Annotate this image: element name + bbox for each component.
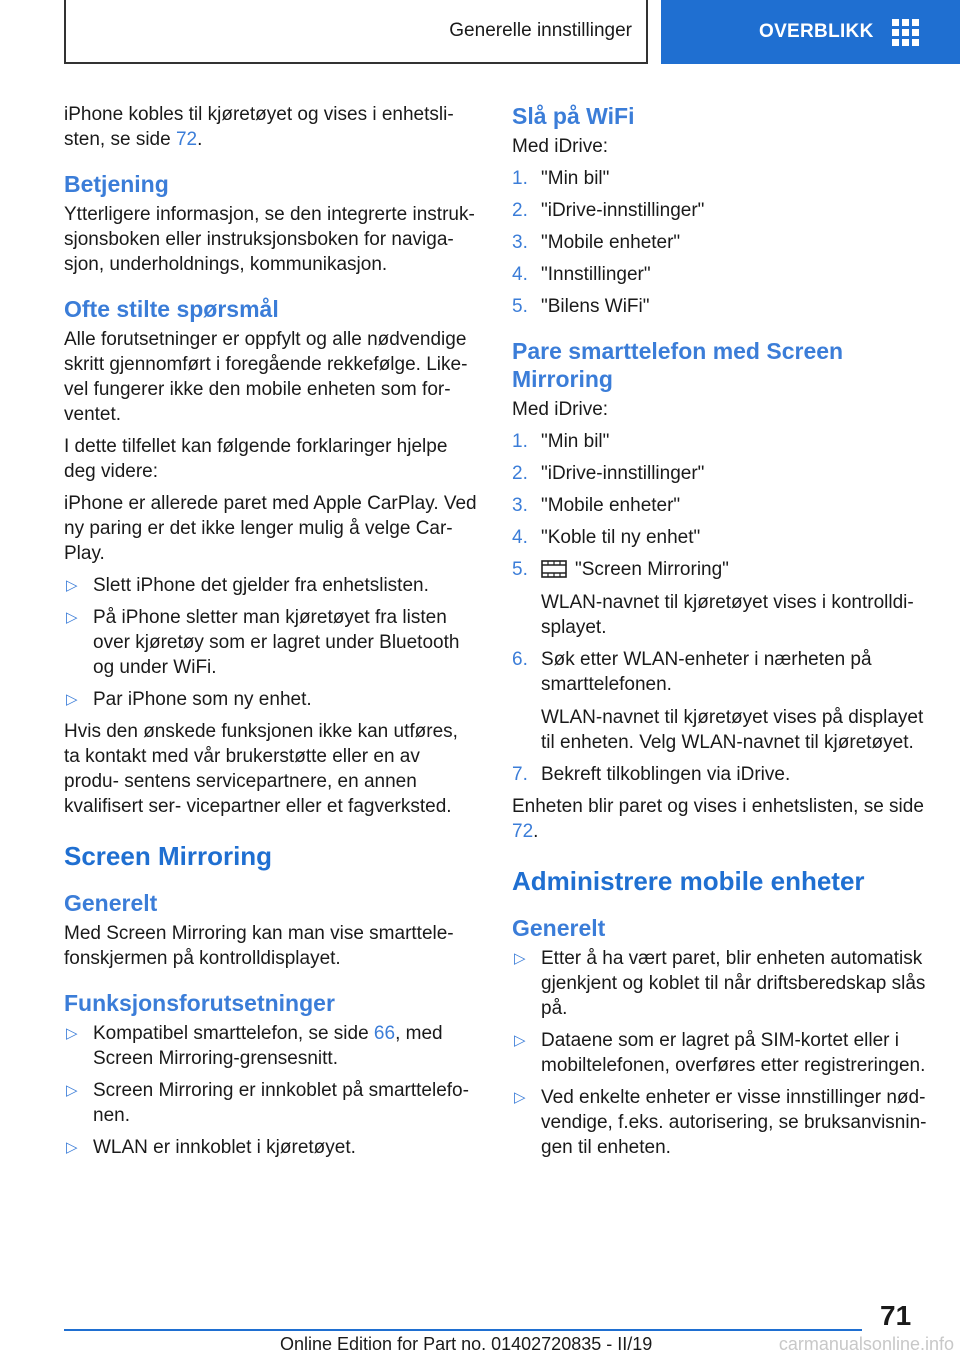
list-item: ▷ WLAN er innkoblet i kjøretøyet. (64, 1135, 479, 1160)
list-item: 5. "Bilens WiFi" (512, 296, 650, 317)
requirements-list (64, 1021, 479, 1160)
edition-text: Online Edition for Part no. 01402720835 - II/19 (280, 1334, 653, 1354)
page-link-72[interactable]: 72 (175, 129, 198, 150)
list-item: 3. "Mobile enheter" (512, 495, 681, 516)
screen-mirroring-icon (541, 560, 567, 578)
heading-administrere: Administrere mobile enheter (512, 866, 865, 896)
list-item: 5. "Screen Mirroring" WLAN-navnet til kjøretøyet vises i kontrolldi- splayet. (512, 557, 928, 640)
list-item: ▷ På iPhone sletter man kjøretøyet fra listen over kjøretøy som er lagret under Bluetooth og under WiFi. (64, 605, 479, 680)
overview-label: OVERBLIKK (759, 21, 874, 42)
pare-after: Enheten blir paret og vises i enhetslisten, se side 72. (512, 796, 924, 842)
list-item: 4. "Koble til ny enhet" (512, 527, 701, 548)
intro-paragraph: iPhone kobles til kjøretøyet og vises i enhetsli- sten, se side 72. (64, 104, 454, 150)
left-column (64, 102, 479, 1167)
step-note: WLAN-navnet til kjøretøyet vises på displayet til enheten. Velg WLAN-navnet til kjøretøyet. (541, 707, 924, 753)
list-item: ▷ Par iPhone som ny enhet. (64, 687, 479, 712)
faq-paragraph-4: Hvis den ønskede funksjonen ikke kan utføres, ta kontakt med vår brukerstøtte eller en av produ- sentens servicepartnere, en annen kvalifisert ser- vicepartner eller et fagverksted. (64, 721, 458, 817)
faq-paragraph-1: Alle forutsetninger er oppfylt og alle nødvendige skritt gjennomført i foregående rekkefølge. Like- vel fungerer ikke den mobile enheten som for- ventet. (64, 329, 468, 425)
list-item: 3. "Mobile enheter" (512, 232, 681, 253)
faq-paragraph-2: I dette tilfellet kan følgende forklaringer hjelpe deg videre: (64, 436, 448, 482)
wifi-steps (512, 166, 928, 319)
pare-steps (512, 429, 928, 787)
list-item: ▷ Screen Mirroring er innkoblet på smarttelefo- nen. (64, 1078, 479, 1128)
watermark-text: carmanualsonline.info (778, 1334, 954, 1354)
list-item: 1. "Min bil" (512, 168, 610, 189)
wifi-idrive: Med iDrive: (512, 136, 609, 157)
heading-pare: Pare smarttelefon med Screen Mirroring (512, 338, 844, 392)
header-section-title (64, 0, 648, 64)
heading-screen-mirroring: Screen Mirroring (64, 841, 273, 871)
generelt-text: Med Screen Mirroring kan man vise smarttele- fonskjermen på kontrolldisplayet. (64, 923, 454, 969)
heading-wifi: Slå på WiFi (512, 103, 635, 129)
pare-idrive: Med iDrive: (512, 399, 609, 420)
heading-funksjonsforutsetninger: Funksjonsforutsetninger (64, 990, 335, 1016)
right-column (512, 102, 928, 1167)
heading-faq: Ofte stilte spørsmål (64, 296, 279, 322)
list-item: ▷ Dataene som er lagret på SIM-kortet eller i mobiltelefonen, overføres etter registreringen. (512, 1028, 928, 1078)
faq-bullet-list (64, 573, 479, 712)
list-item: ▷ Etter å ha vært paret, blir enheten automatisk gjenkjent og koblet til når driftsberedskap slås på. (512, 946, 928, 1021)
page-number: 71 (880, 1300, 912, 1331)
step-note: WLAN-navnet til kjøretøyet vises i kontrolldi- splayet. (541, 592, 914, 638)
page-link-66[interactable]: 66 (373, 1023, 396, 1044)
page-link-72[interactable]: 72 (512, 821, 534, 842)
list-item: 7. Bekreft tilkoblingen via iDrive. (512, 764, 791, 785)
heading-generelt: Generelt (64, 890, 158, 916)
betjening-text: Ytterligere informasjon, se den integrerte instruk- sjonsboken eller instruksjonsboken for naviga- sjon, underholdnings, kommunikasjon. (64, 204, 475, 275)
grid-icon (892, 19, 919, 46)
faq-paragraph-3: iPhone er allerede paret med Apple CarPlay. Ved ny paring er det ikke lenger mulig å velge Car- Play. (64, 493, 477, 564)
list-item: 2. "iDrive-innstillinger" (512, 200, 705, 221)
list-item: 4. "Innstillinger" (512, 264, 651, 285)
list-item: 2. "iDrive-innstillinger" (512, 463, 705, 484)
list-item: ▷ Slett iPhone det gjelder fra enhetslisten. (64, 573, 479, 598)
admin-bullet-list (512, 946, 928, 1160)
list-item: 6. Søk etter WLAN-enheter i nærheten på smarttelefonen. WLAN-navnet til kjøretøyet vises på displayet til enheten. Velg WLAN-navnet til kjøretøyet. (512, 647, 928, 755)
heading-admin-generelt: Generelt (512, 915, 606, 941)
overview-button[interactable] (661, 0, 960, 64)
list-item: 1. "Min bil" (512, 431, 610, 452)
footer-divider (64, 1329, 862, 1331)
heading-betjening: Betjening (64, 171, 169, 197)
list-item: ▷ Ved enkelte enheter er visse innstillinger nød- vendige, f.eks. autorisering, se bruksanvisnin- gen til enheten. (512, 1085, 928, 1160)
section-title: Generelle innstillinger (449, 20, 632, 41)
list-item: ▷ Kompatibel smarttelefon, se side 66, med Screen Mirroring-grensesnitt. (64, 1021, 479, 1071)
